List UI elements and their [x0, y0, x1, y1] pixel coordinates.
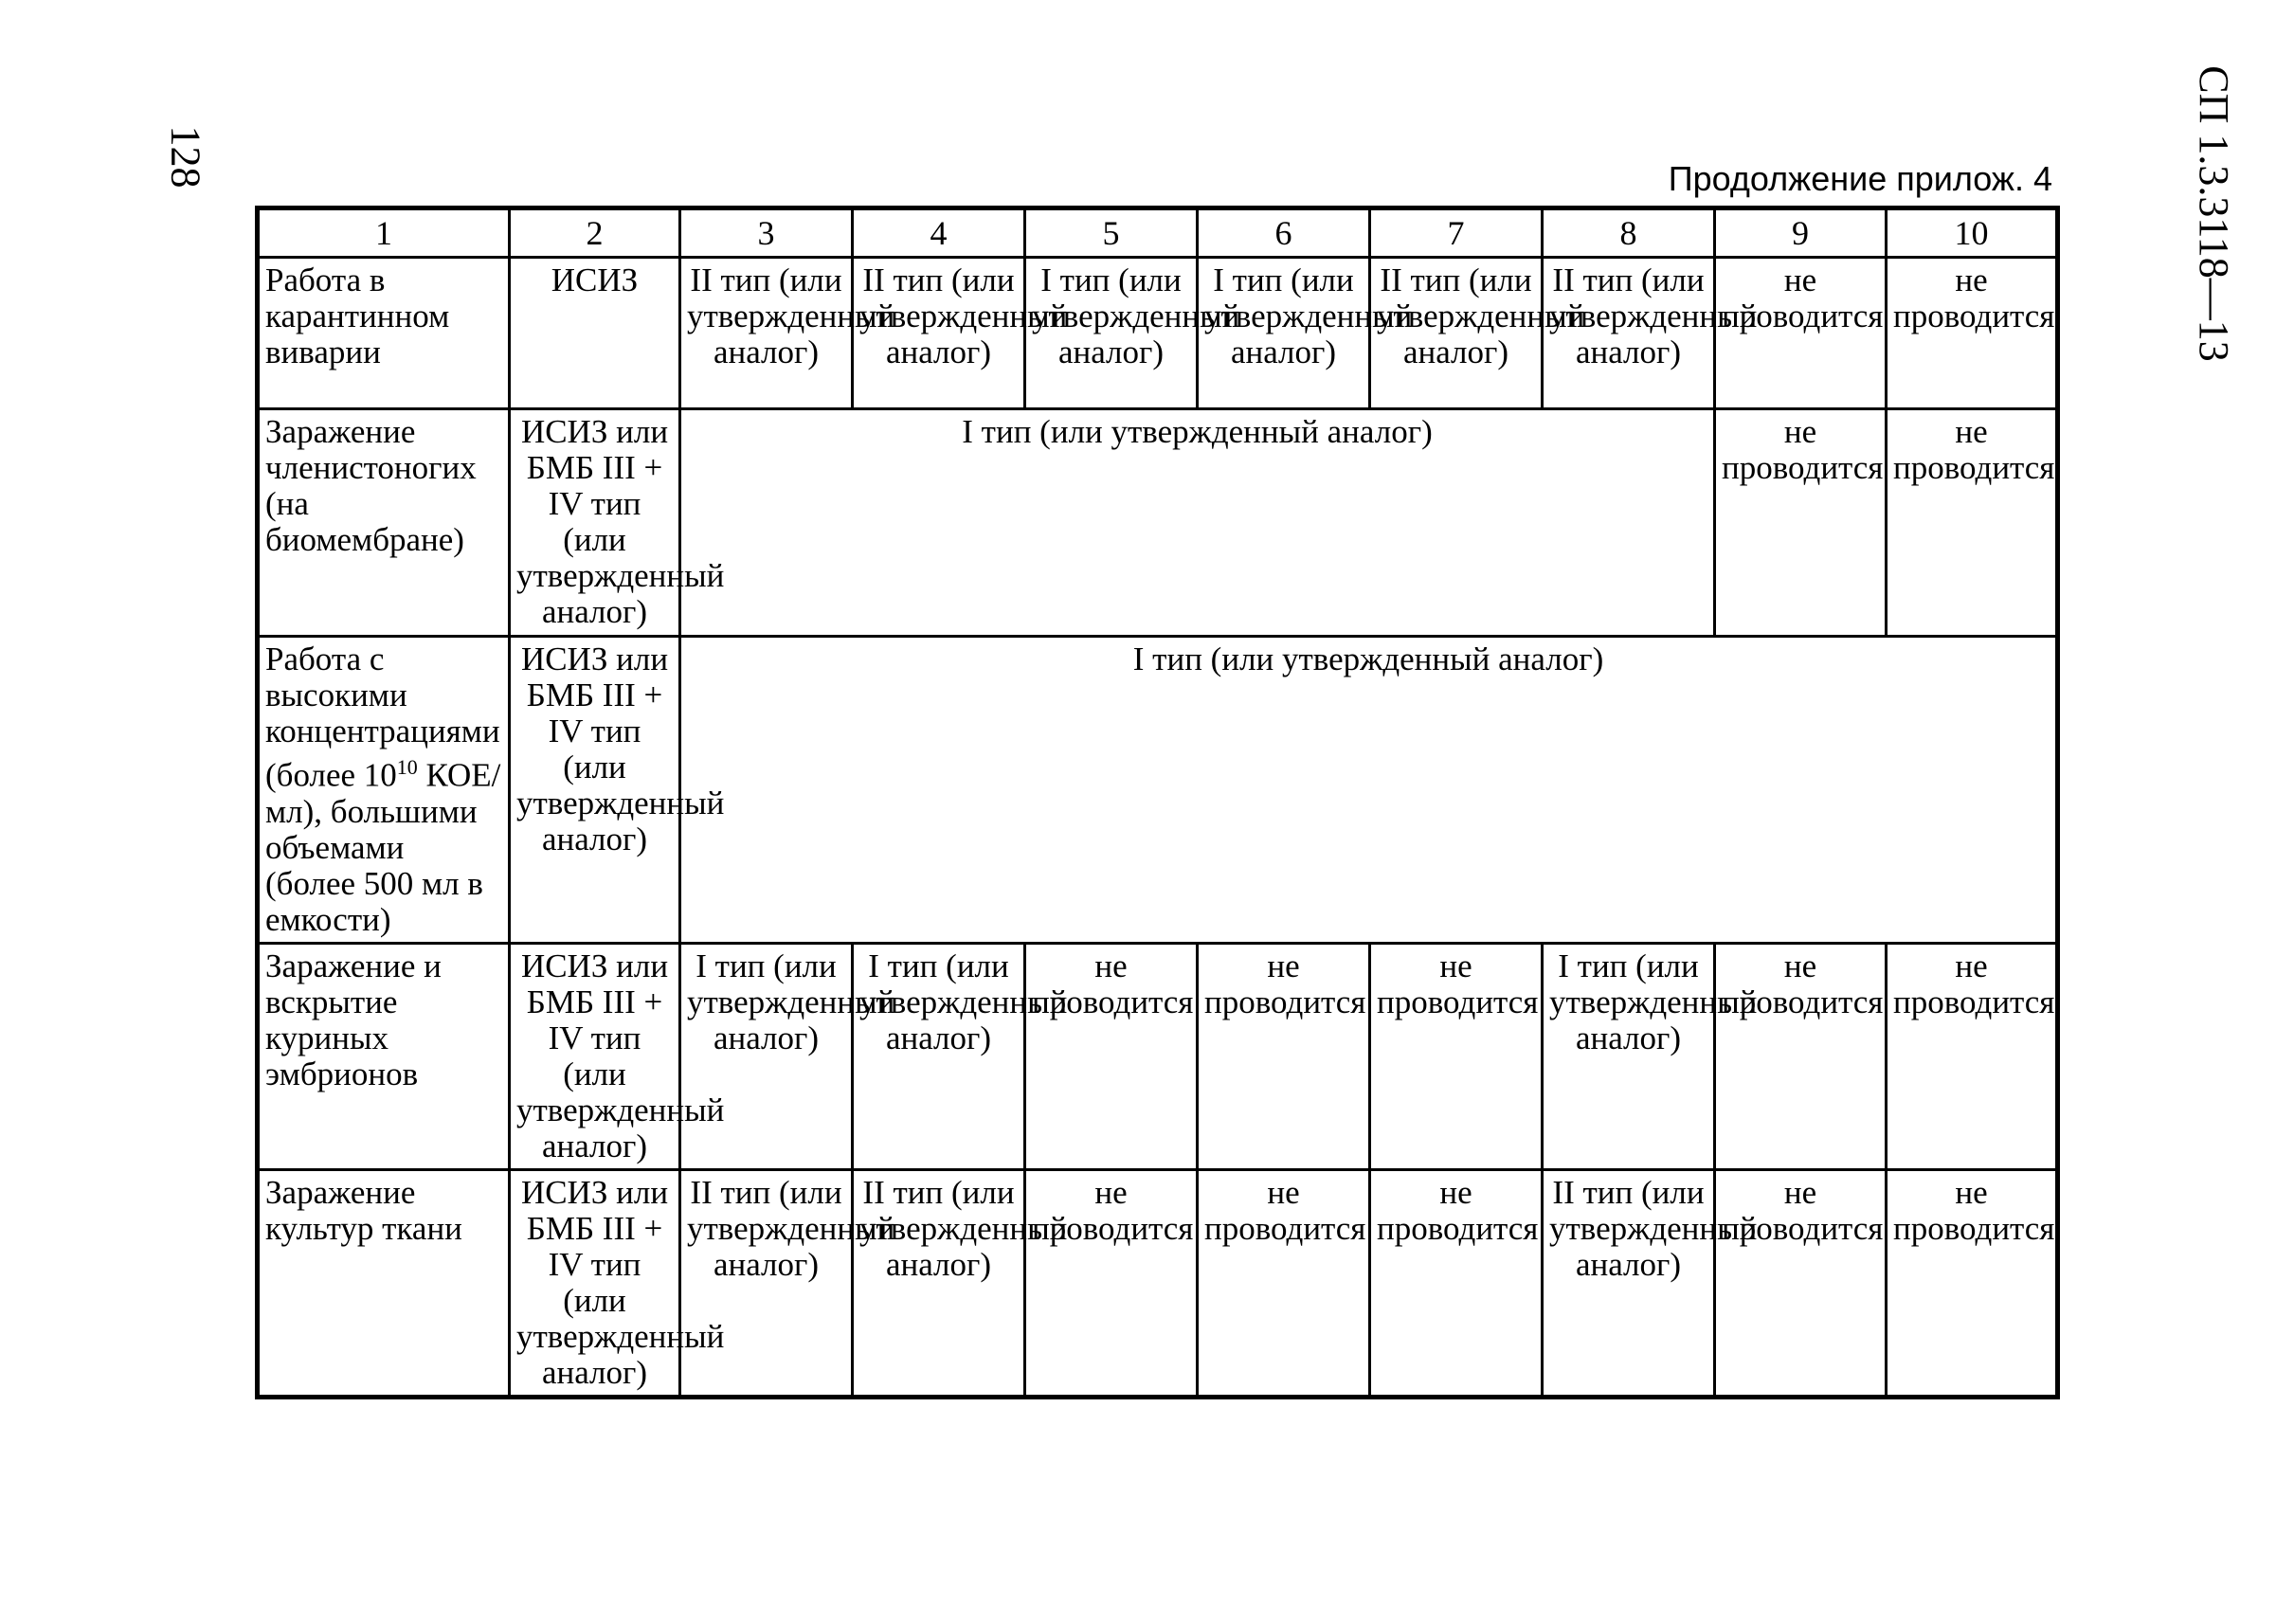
header-cell: 6: [1198, 208, 1370, 258]
table-row: [258, 943, 2058, 1169]
protection-cell: ИСИЗ: [510, 258, 680, 409]
table-cell: не проводится: [1887, 943, 2058, 1169]
work-type-cell: [258, 637, 510, 944]
header-cell: 2: [510, 208, 680, 258]
header-cell: 3: [680, 208, 853, 258]
page-number: 128: [162, 125, 209, 189]
continuation-caption: Продолжение прилож. 4: [1668, 159, 2052, 198]
table-row: [258, 637, 2058, 944]
header-cell: 1: [258, 208, 510, 258]
table-cell: не проводится: [1370, 1169, 1543, 1397]
document-code: СП 1.3.3118—13: [2190, 65, 2237, 362]
table-cell: не проводится: [1198, 943, 1370, 1169]
table-cell: не проводится: [1715, 1169, 1887, 1397]
table-cell: II тип (или утвержденный аналог): [1543, 1169, 1715, 1397]
protection-cell: ИСИЗ или БМБ III + IV тип (или утвержденный аналог): [510, 1169, 680, 1397]
work-type-cell: Заражение культур ткани: [258, 1169, 510, 1397]
table-cell: II тип (или утвержденный аналог): [1370, 258, 1543, 409]
table-cell: не проводится: [1715, 409, 1887, 637]
protection-cell: ИСИЗ или БМБ III + IV тип (или утвержденный аналог): [510, 943, 680, 1169]
work-type-text: Работа с высокими концентрациями (более 10: [265, 641, 500, 794]
table-cell: I тип (или утвержденный аналог): [680, 943, 853, 1169]
work-type-cell: Заражение членистоногих (на биомембране): [258, 409, 510, 637]
protection-cell: ИСИЗ или БМБ III + IV тип (или утвержденный аналог): [510, 409, 680, 637]
merged-cell: I тип (или утвержденный аналог): [680, 637, 2058, 944]
table-cell: не проводится: [1025, 1169, 1198, 1397]
header-row: [258, 208, 2058, 258]
table-row: [258, 258, 2058, 409]
merged-cell: I тип (или утвержденный аналог): [680, 409, 1715, 637]
table-row: [258, 409, 2058, 637]
table-cell: II тип (или утвержденный аналог): [680, 1169, 853, 1397]
header-cell: 5: [1025, 208, 1198, 258]
table-cell: II тип (или утвержденный аналог): [853, 1169, 1025, 1397]
header-cell: 8: [1543, 208, 1715, 258]
table-cell: не проводится: [1715, 258, 1887, 409]
header-cell: 10: [1887, 208, 2058, 258]
header-cell: 7: [1370, 208, 1543, 258]
exponent: 10: [396, 755, 418, 779]
protection-cell: ИСИЗ или БМБ III + IV тип (или утвержденный аналог): [510, 637, 680, 944]
table-cell: не проводится: [1198, 1169, 1370, 1397]
table-row: [258, 1169, 2058, 1397]
table-cell: не проводится: [1887, 258, 2058, 409]
table-cell: I тип (или утвержденный аналог): [1543, 943, 1715, 1169]
table-cell: II тип (или утвержденный аналог): [853, 258, 1025, 409]
table-cell: не проводится: [1370, 943, 1543, 1169]
table-cell: не проводится: [1887, 1169, 2058, 1397]
header-cell: 9: [1715, 208, 1887, 258]
work-type-cell: Заражение и вскрытие куриных эмбрионов: [258, 943, 510, 1169]
requirements-table: [255, 206, 2060, 1399]
table-cell: I тип (или утвержденный аналог): [1025, 258, 1198, 409]
table-cell: I тип (или утвержденный аналог): [853, 943, 1025, 1169]
table-cell: II тип (или утвержденный аналог): [1543, 258, 1715, 409]
header-cell: 4: [853, 208, 1025, 258]
table-cell: I тип (или утвержденный аналог): [1198, 258, 1370, 409]
table-cell: II тип (или утвержденный аналог): [680, 258, 853, 409]
table-cell: не проводится: [1025, 943, 1198, 1169]
table-cell: не проводится: [1715, 943, 1887, 1169]
work-type-text: КОЕ/мл), большими объемами (более 500 мл в емкости): [265, 756, 501, 938]
table-cell: не проводится: [1887, 409, 2058, 637]
work-type-cell: Работа в карантинном виварии: [258, 258, 510, 409]
